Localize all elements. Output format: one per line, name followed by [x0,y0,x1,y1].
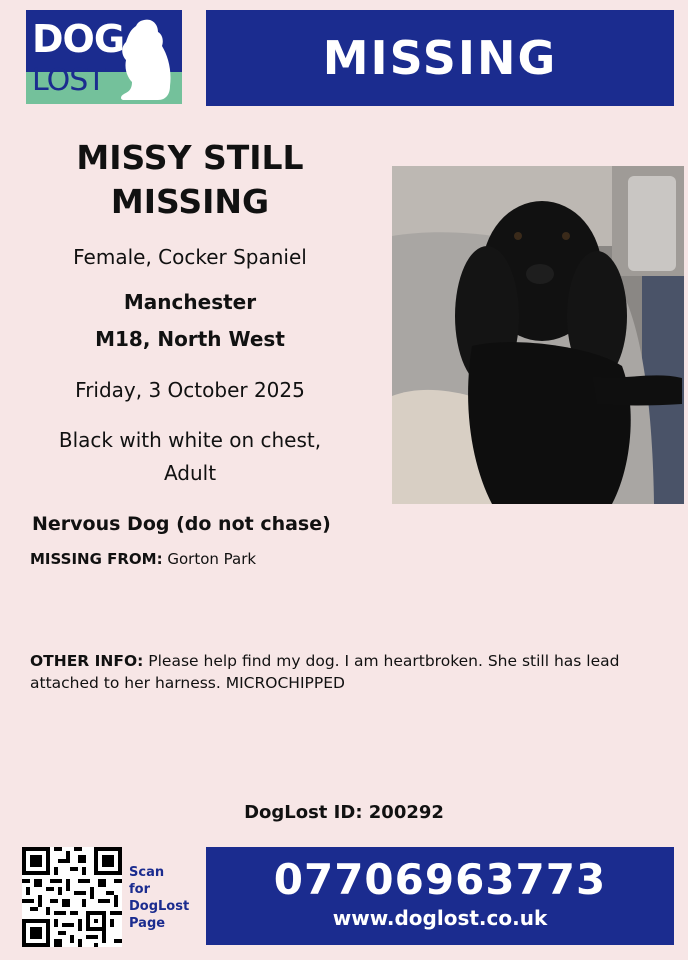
other-info-value: Please help find my dog. I am heartbroken. She still has lead attached to her harness. MICROCHIPPED [30,652,620,692]
location-city: Manchester [123,290,257,314]
missing-from-label: MISSING FROM: [30,550,163,568]
contact-phone[interactable]: 07706963773 [273,855,607,904]
missing-from-value: Gorton Park [167,550,257,568]
dog-headline [20,136,360,224]
scan-line-3: DogLost [129,899,190,914]
dog-silhouette-icon [114,16,178,102]
scan-for-page-label [129,864,189,932]
age-description: Adult [163,461,217,485]
doglost-id: DogLost ID: 200292 [244,802,444,823]
scan-line-1: Scan [129,865,165,880]
temperament-warning: Nervous Dog (do not chase) [32,513,331,535]
scan-line-4: Page [129,916,166,931]
location-area: M18, North West [95,327,285,351]
contact-website-link[interactable]: www.doglost.co.uk [332,906,548,930]
headline-line-2: MISSING [110,182,270,221]
banner-title: MISSING [322,31,558,85]
doglost-logo [26,10,182,104]
other-info-label: OTHER INFO: [30,652,144,670]
contact-box [206,847,674,945]
logo-word-dog: DOG [32,17,125,61]
scan-line-2: for [129,882,150,897]
other-info [30,650,630,694]
headline-line-1: MISSY STILL [76,138,304,177]
colour-description: Black with white on chest, [58,428,322,452]
logo-word-lost: LOST [32,63,105,98]
missing-banner [206,10,674,106]
sex-breed: Female, Cocker Spaniel [73,245,307,269]
missing-date: Friday, 3 October 2025 [75,378,305,402]
dog-photo [392,166,684,504]
missing-from [30,550,256,568]
qr-code-icon[interactable] [22,847,122,947]
